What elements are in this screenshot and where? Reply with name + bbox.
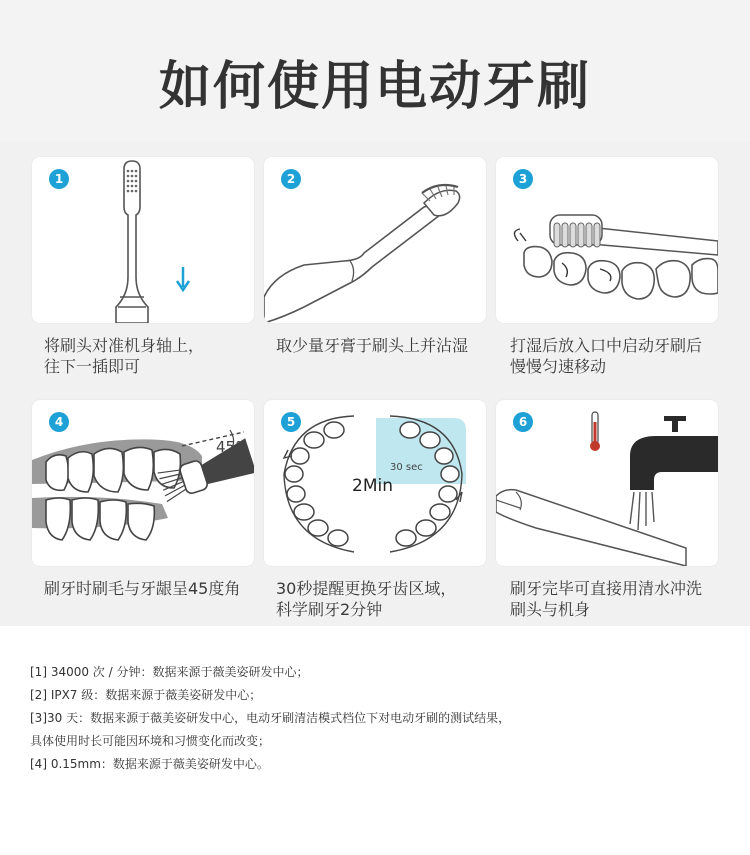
step-caption-1: [44, 335, 274, 377]
footnotes: [30, 664, 730, 779]
step-number-badge: 2: [281, 169, 301, 189]
step-number-badge: 4: [49, 412, 69, 432]
step-card-2: [264, 157, 486, 323]
caption-line: 打湿后放入口中启动牙刷后: [510, 336, 703, 355]
step-number-badge: 6: [513, 412, 533, 432]
footnote-line: 具体使用时长可能因环境和习惯变化而改变；: [30, 734, 271, 748]
caption-line: 科学刷牙2分钟: [276, 600, 383, 619]
step-number-badge: 5: [281, 412, 301, 432]
arrow-down-icon: [177, 267, 189, 290]
footnote-line: [3]30 天：数据来源于薇美姿研发中心，电动牙刷清洁模式档位下对电动牙刷的测试结果，: [30, 711, 511, 725]
step-caption-3: [510, 335, 740, 377]
footnote-line: [4] 0.15mm：数据来源于薇美姿研发中心。: [30, 757, 269, 771]
water-tap-icon: [630, 416, 718, 490]
footnote-line: [2] IPX7 级：数据来源于薇美姿研发中心；: [30, 688, 262, 702]
step-card-6: [496, 400, 718, 566]
caption-line: 刷牙时刷毛与牙龈呈45度角: [44, 579, 241, 598]
title-band: [0, 0, 750, 142]
caption-line: 将刷头对准机身轴上，: [44, 336, 205, 355]
timer-label: 30 sec: [390, 462, 423, 473]
center-label: 2Min: [352, 476, 393, 496]
caption-line: 取少量牙膏于刷头上并沾湿: [276, 336, 469, 355]
caption-line: 慢慢匀速移动: [510, 357, 607, 376]
caption-line: 刷头与机身: [510, 600, 591, 619]
angle-label: 45°: [216, 438, 243, 456]
step-caption-6: [510, 578, 740, 620]
step-number-badge: 1: [49, 169, 69, 189]
step-caption-5: [276, 578, 506, 620]
step-card-5: [264, 400, 486, 566]
page-title: 如何使用电动牙刷: [158, 57, 591, 117]
step-card-1: [32, 157, 254, 323]
caption-line: 往下一插即可: [44, 357, 141, 376]
step-caption-4: [44, 578, 274, 599]
caption-line: 刷牙完毕可直接用清水冲洗: [510, 579, 703, 598]
thermometer-icon: [590, 412, 600, 451]
step-caption-2: [276, 335, 506, 356]
footnote-line: [1] 34000 次 / 分钟：数据来源于薇美姿研发中心；: [30, 665, 309, 679]
step-number-badge: 3: [513, 169, 533, 189]
caption-line: 30秒提醒更换牙齿区域，: [276, 579, 457, 598]
step-card-3: [496, 157, 718, 323]
step-card-4: [32, 400, 254, 566]
